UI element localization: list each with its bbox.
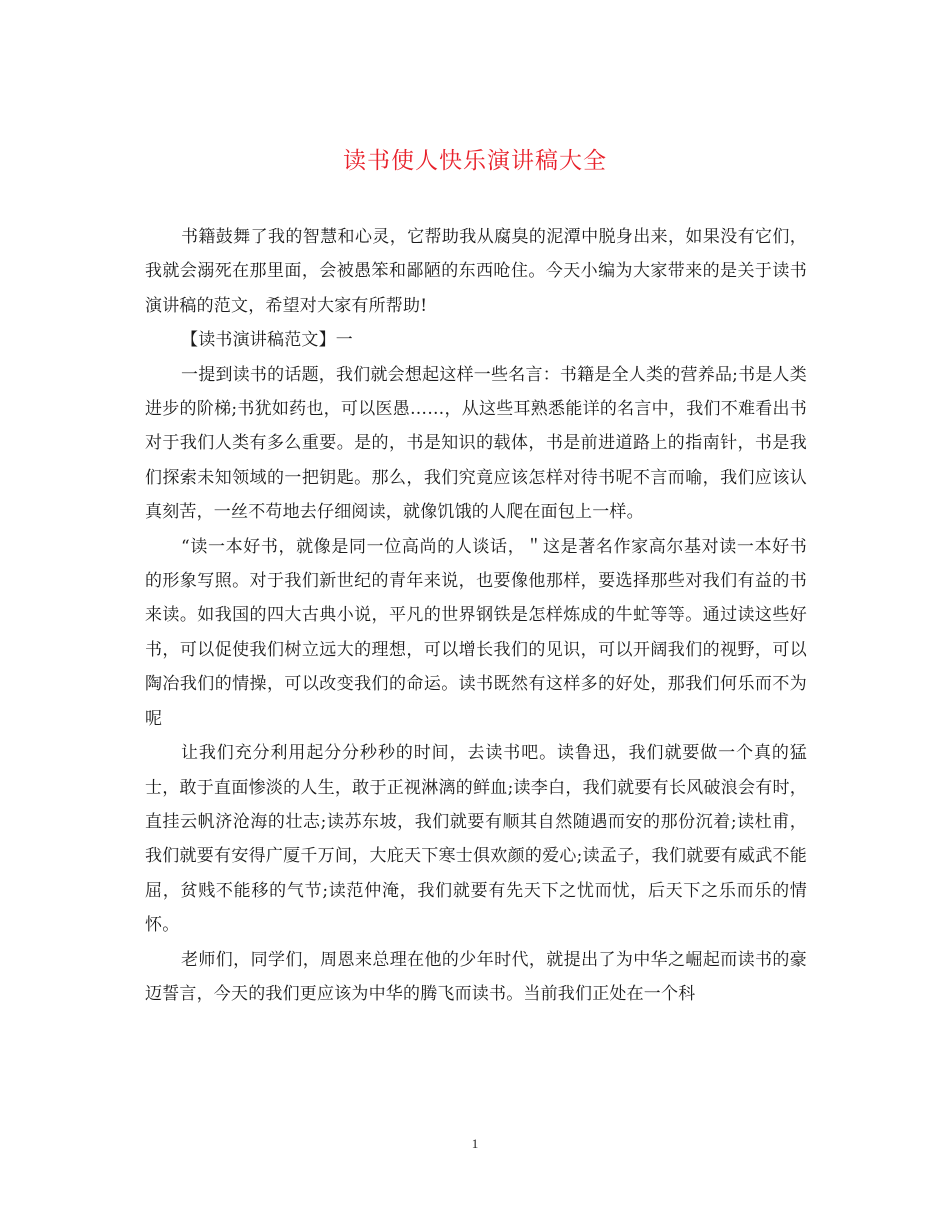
paragraph: 一提到读书的话题，我们就会想起这样一些名言：书籍是全人类的营养品;书是人类进步的阶梯;书犹如药也，可以医愚……，从这些耳熟悉能详的名言中，我们不难看出书对于我们人类有多么重要。是的，书是知识的载体，书是前进道路上的指南针，书是我们探索未知领域的一把钥匙。那么，我们究竟应该怎样对待书呢不言而喻，我们应该认真刻苦，一丝不苟地去仔细阅读，就像饥饿的人爬在面包上一样。 bbox=[145, 364, 807, 523]
paragraph: 老师们，同学们，周恩来总理在他的少年时代，就提出了为中华之崛起而读书的豪迈誓言，今天的我们更应该为中华的腾飞而读书。当前我们正处在一个科 bbox=[145, 949, 807, 1004]
paragraph-intro: 书籍鼓舞了我的智慧和心灵，它帮助我从腐臭的泥潭中脱身出来，如果没有它们，我就会溺死在那里面，会被愚笨和鄙陋的东西呛住。今天小编为大家带来的是关于读书演讲稿的范文，希望对大家有所帮助! bbox=[145, 227, 807, 316]
page-number: 1 bbox=[471, 1136, 479, 1151]
paragraph: “读一本好书，就像是同一位高尚的人谈话，＂这是著名作家高尔基对读一本好书的形象写照。对于我们新世纪的青年来说，也要像他那样，要选择那些对我们有益的书来读。如我国的四大古典小说，平凡的世界钢铁是怎样炼成的牛虻等等。通过读这些好书，可以促使我们树立远大的理想，可以增长我们的见识，可以开阔我们的视野，可以陶冶我们的情操，可以改变我们的命运。读书既然有这样多的好处，那我们何乐而不为呢 bbox=[145, 536, 807, 729]
section-heading: 【读书演讲稿范文】一 bbox=[181, 330, 353, 351]
paragraph: 让我们充分利用起分分秒秒的时间，去读书吧。读鲁迅，我们就要做一个真的猛士，敢于直面惨淡的人生，敢于正视淋漓的鲜血;读李白，我们就要有长风破浪会有时，直挂云帆济沧海的壮志;读苏东坡，我们就要有顺其自然随遇而安的那份沉着;读杜甫，我们就要有安得广厦千万间，大庇天下寒士俱欢颜的爱心;读孟子，我们就要有威武不能屈，贫贱不能移的气节;读范仲淹，我们就要有先天下之忧而忧，后天下之乐而乐的情怀。 bbox=[145, 743, 807, 936]
document-body bbox=[145, 220, 807, 1011]
document-title: 读书使人快乐演讲稿大全 bbox=[343, 148, 607, 174]
